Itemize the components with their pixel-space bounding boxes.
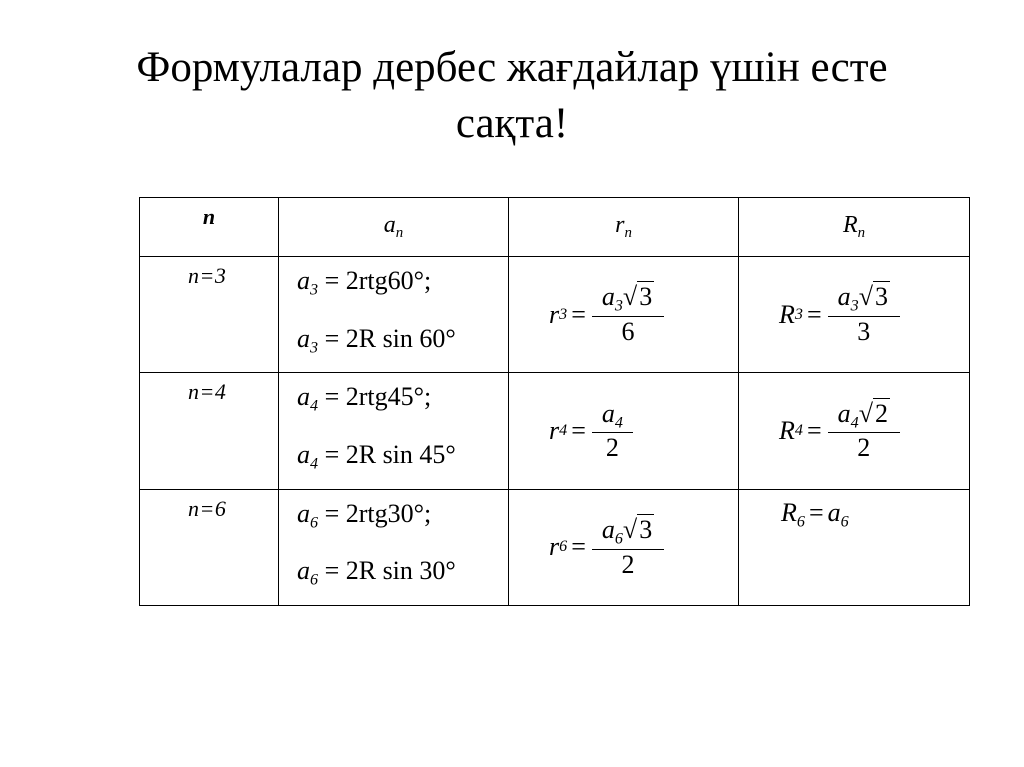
cell-R: R 3 = $\frac{a_3√3}{3}$ xyxy=(739,257,970,373)
cell-a: $a_3 = 2rtg60^\circ$; $a_3 = 2R$ sin 60° xyxy=(279,257,509,373)
header-R: $R_n$ xyxy=(739,198,970,257)
formulas-table xyxy=(139,197,970,606)
cell-R: R 4 = $\frac{a_4√2}{2}$ xyxy=(739,373,970,489)
cell-n: n=3 xyxy=(140,257,279,373)
table-row xyxy=(140,489,970,605)
header-r: $r_n$ xyxy=(509,198,739,257)
cell-r: r 4 = $\frac{a_4}{2}$ xyxy=(509,373,739,489)
table-header-row xyxy=(140,198,970,257)
cell-r: r 6 = $\frac{a_6√3}{2}$ xyxy=(509,489,739,605)
cell-a: $a_4 = 2rtg45^\circ$; $a_4 = 2R$ sin 45° xyxy=(279,373,509,489)
cell-n: n=6 xyxy=(140,489,279,605)
cell-a: $a_6 = 2rtg30^\circ$; $a_6 = 2R$ sin 30° xyxy=(279,489,509,605)
slide-title-line-2: сақта! xyxy=(455,100,569,147)
header-a: $a_n$ xyxy=(279,198,509,257)
slide-title-line-1: Формулалар дербес жағдайлар үшін есте xyxy=(136,44,888,91)
cell-R: $R_6 = a_6$ xyxy=(739,489,970,605)
cell-n: n=4 xyxy=(140,373,279,489)
header-n: n xyxy=(140,198,279,257)
table-row xyxy=(140,373,970,489)
cell-r: r 3 = $\frac{a_3√3}{6}$ xyxy=(509,257,739,373)
table-row xyxy=(140,257,970,373)
slide-title xyxy=(20,40,1004,152)
